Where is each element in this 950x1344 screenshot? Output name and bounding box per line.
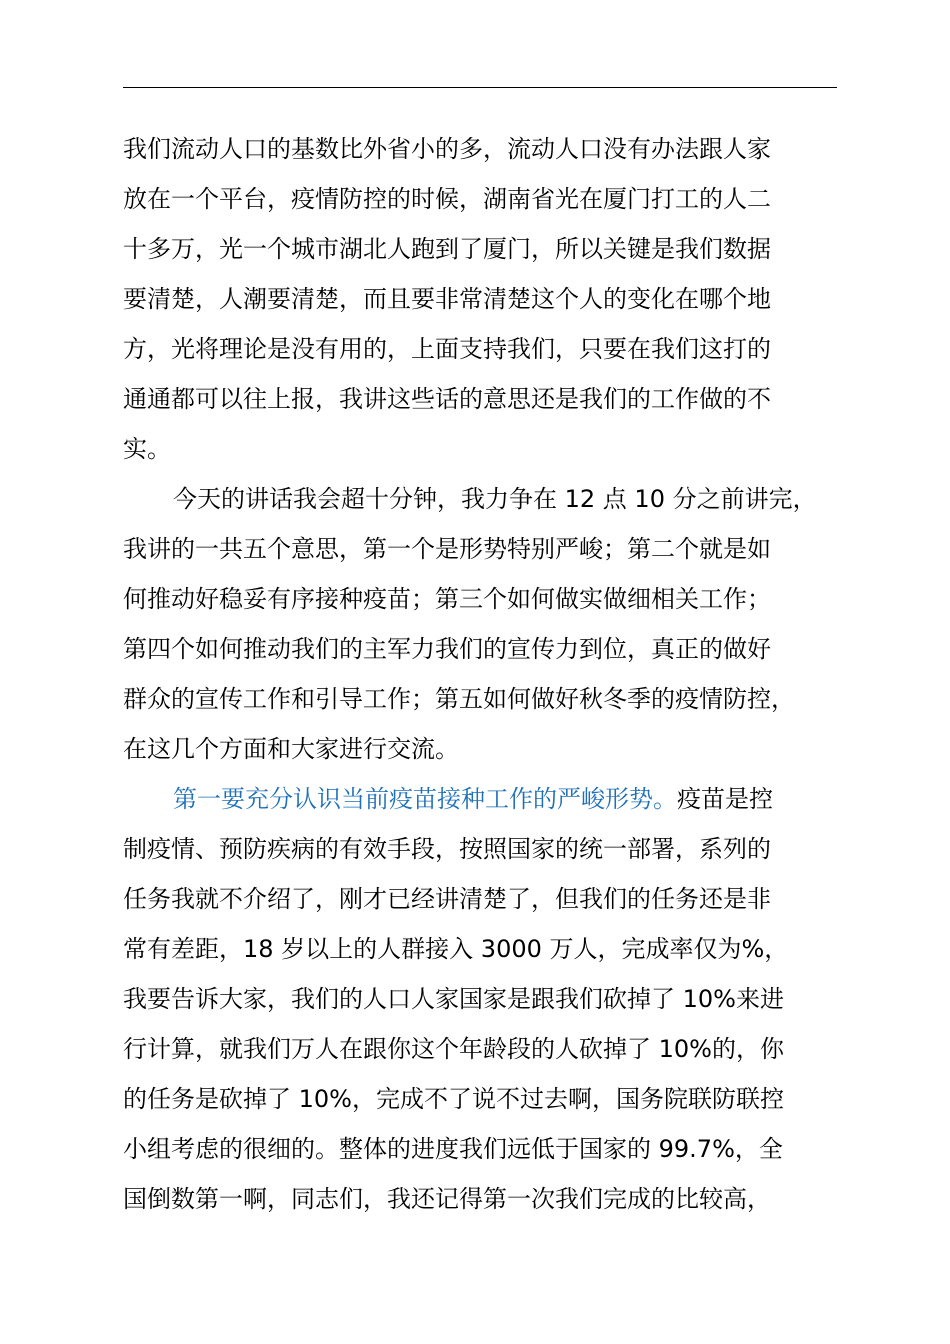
text-line: 何推动好稳妥有序接种疫苗；第三个如何做实做细相关工作； <box>123 585 771 613</box>
text-line: 的任务是砍掉了 10%，完成不了说不过去啊，国务院联防联控 <box>123 1085 784 1113</box>
text-line: 制疫情、预防疾病的有效手段，按照国家的统一部署，系列的 <box>123 835 771 863</box>
text-line: 群众的宣传工作和引导工作；第五如何做好秋冬季的疫情防控， <box>123 685 795 713</box>
header-rule <box>123 87 837 88</box>
text-line: 在这几个方面和大家进行交流。 <box>123 735 459 763</box>
text-line: 通通都可以往上报，我讲这些话的意思还是我们的工作做的不 <box>123 385 771 413</box>
text-line: 我要告诉大家，我们的人口人家国家是跟我们砍掉了 10%来进 <box>123 985 784 1013</box>
text-line: 方，光将理论是没有用的，上面支持我们，只要在我们这打的 <box>123 335 771 363</box>
text-line: 放在一个平台，疫情防控的时候，湖南省光在厦门打工的人二 <box>123 185 771 213</box>
text-line: 常有差距，18 岁以上的人群接入 3000 万人，完成率仅为%， <box>123 935 789 963</box>
text-line: 小组考虑的很细的。整体的进度我们远低于国家的 99.7%，全 <box>123 1135 783 1163</box>
text-line: 任务我就不介绍了，刚才已经讲清楚了，但我们的任务还是非 <box>123 885 771 913</box>
text-line: 要清楚，人潮要清楚，而且要非常清楚这个人的变化在哪个地 <box>123 285 771 313</box>
text-line: 十多万，光一个城市湖北人跑到了厦门，所以关键是我们数据 <box>123 235 771 263</box>
text-run: 疫苗是控 <box>677 785 773 813</box>
text-line: 我们流动人口的基数比外省小的多，流动人口没有办法跟人家 <box>123 135 771 163</box>
text-line: 国倒数第一啊，同志们，我还记得第一次我们完成的比较高， <box>123 1185 771 1213</box>
text-line: 实。 <box>123 435 171 463</box>
text-line: 行计算，就我们万人在跟你这个年龄段的人砍掉了 10%的，你 <box>123 1035 784 1063</box>
text-line: 我讲的一共五个意思，第一个是形势特别严峻；第二个就是如 <box>123 535 771 563</box>
text-line: 第四个如何推动我们的主军力我们的宣传力到位，真正的做好 <box>123 635 771 663</box>
section-heading: 第一要充分认识当前疫苗接种工作的严峻形势。 <box>173 785 677 813</box>
text-line-indented: 今天的讲话我会超十分钟，我力争在 12 点 10 分之前讲完， <box>173 485 817 513</box>
text-line-indented <box>173 774 773 824</box>
